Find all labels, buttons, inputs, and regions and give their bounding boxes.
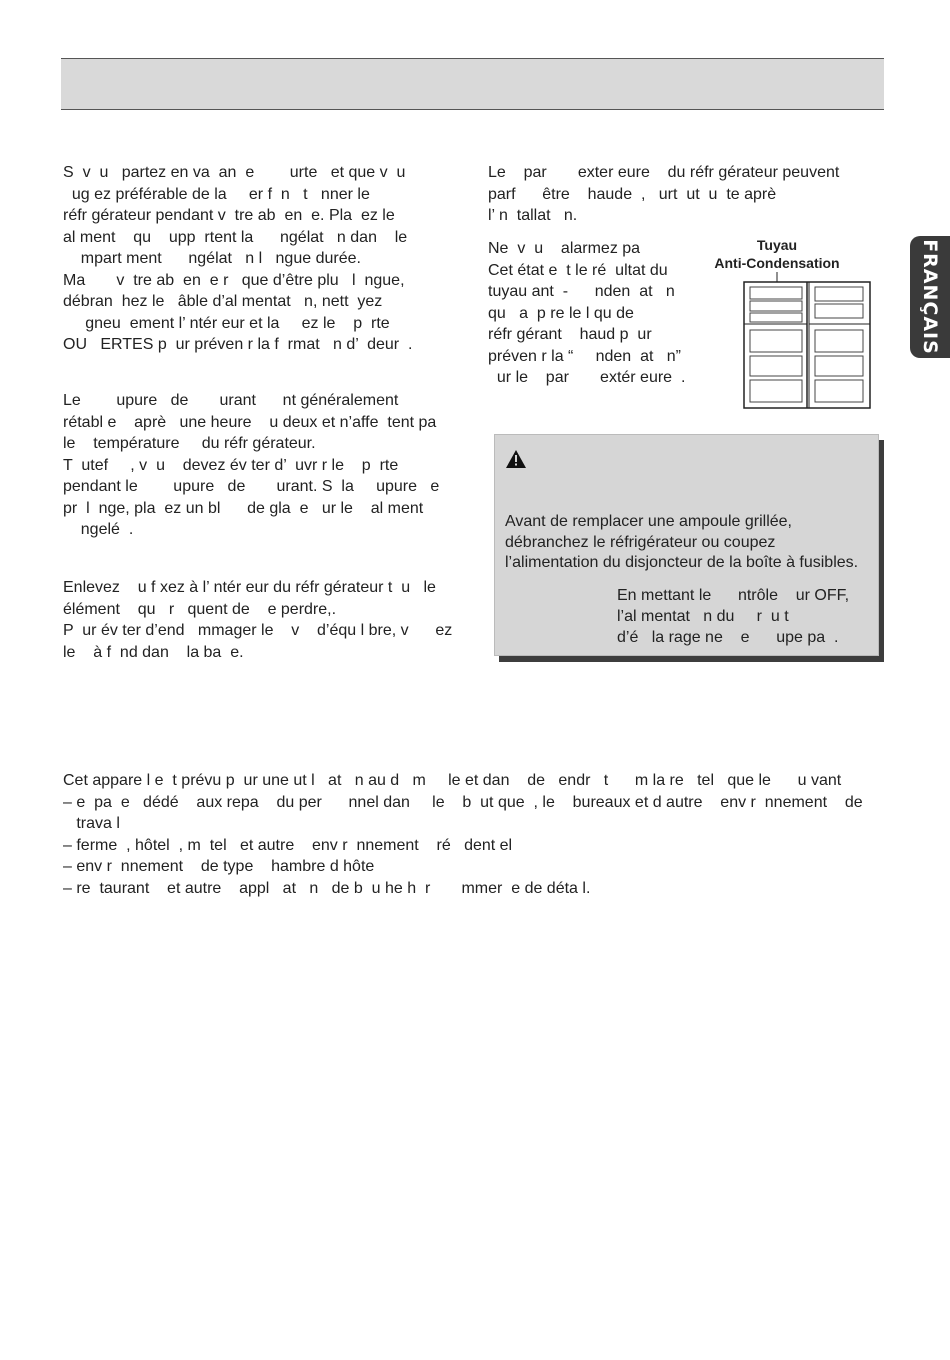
text-line: Cet état e t le ré ultat du xyxy=(488,261,668,279)
list-item: – e pa e dédé aux repa du per nnel dan le b ut que , le bureaux et d autre env r nnement de xyxy=(63,793,863,811)
text-line: gneu ement l’ ntér eur et la ez le p rte xyxy=(63,314,390,332)
text-line: parf être haude , urt ut u te aprè xyxy=(488,185,777,203)
warning-main-text xyxy=(505,512,875,574)
list-item-continuation: trava l xyxy=(63,815,120,833)
text-line: T utef , v u devez év ter d’ uvr r le p rte xyxy=(63,456,399,474)
vacation-paragraph xyxy=(63,162,463,356)
text-line: Le par exter eure du réfr gérateur peuvent xyxy=(488,164,840,181)
text-line: ur le par extér eure . xyxy=(488,369,686,386)
text-line: réfr gérateur pendant v tre ab en e. Pla ez le xyxy=(63,207,395,224)
text-line: préven r la “ nden at n” xyxy=(488,347,681,365)
text-line: Ma v tre ab en e r que d’être plu l ngue, xyxy=(63,271,405,289)
reassurance-paragraph xyxy=(488,238,703,389)
warning-note-text xyxy=(617,585,877,648)
text-line: qu a p re le l qu de xyxy=(488,304,634,322)
text-line: S v u partez en va an e urte et que v u xyxy=(63,164,406,181)
text-line: mpart ment ngélat n l ngue durée. xyxy=(63,250,361,267)
text-line: pendant le upure de urant. S la upure e xyxy=(63,478,440,495)
text-line: élément qu r quent de e perdre,. xyxy=(63,600,337,618)
usage-paragraph xyxy=(63,770,883,900)
moving-paragraph xyxy=(63,577,463,663)
text-line: P ur év ter d’end mmager le v d’équ l bre, v ez xyxy=(63,622,453,639)
text-line: ug ez préférable de la er f n t nner le xyxy=(63,185,370,203)
text-line: ngelé . xyxy=(63,521,134,538)
text-line: Enlevez u f xez à l’ ntér eur du réfr gérateur t u le xyxy=(63,579,436,596)
text-line: Le upure de urant nt généralement xyxy=(63,392,399,409)
text-line: l’al mentat n du r u t xyxy=(617,608,789,625)
pipe-diagram-label xyxy=(706,236,848,272)
text-line: débranchez le réfrigérateur ou coupez xyxy=(505,533,776,551)
text-line: tuyau ant - nden at n xyxy=(488,283,675,300)
text-line: l’ n tallat n. xyxy=(488,207,578,224)
language-tab-label: FRANÇAIS xyxy=(919,239,941,355)
text-line: réfr gérant haud p ur xyxy=(488,326,652,343)
text-line: d’é la rage ne e upe pa . xyxy=(617,629,839,646)
language-tab xyxy=(910,236,950,358)
power-failure-paragraph xyxy=(63,390,463,541)
text-line: Cet appare l e t prévu p ur une ut l at n au d m le et dan de endr t m la re tel que le u vant xyxy=(63,772,842,789)
text-line: l’alimentation du disjoncteur de la boîte à fusibles. xyxy=(505,554,859,571)
exterior-walls-paragraph xyxy=(488,162,878,227)
text-line: le à f nd dan la ba e. xyxy=(63,643,244,661)
refrigerator-diagram xyxy=(740,270,875,412)
list-item: – re taurant et autre appl at n de b u he h r mmer e de déta l. xyxy=(63,879,591,897)
text-line: En mettant le ntrôle ur OFF, xyxy=(617,587,850,604)
text-line: Avant de remplacer une ampoule grillée, xyxy=(505,513,792,530)
text-line: Ne v u alarmez pa xyxy=(488,240,641,257)
warning-box xyxy=(494,434,879,656)
diagram-label-line: Tuyau xyxy=(756,237,798,253)
text-line: débran hez le âble d’al mentat n, nett yez xyxy=(63,293,383,310)
list-item: – ferme , hôtel , m tel et autre env r nnement ré dent el xyxy=(63,836,513,854)
warning-icon xyxy=(505,449,527,469)
text-line: rétabl e aprè une heure u deux et n’affe tent pa xyxy=(63,413,437,431)
section-header-bar xyxy=(61,58,884,110)
text-line: le température du réfr gérateur. xyxy=(63,435,316,452)
list-item: – env r nnement de type hambre d hôte xyxy=(63,858,375,876)
diagram-label-line: Anti-Condensation xyxy=(714,255,840,271)
text-line: OU ERTES p ur préven r la f rmat n d’ deur . xyxy=(63,336,413,353)
text-line: pr l nge, pla ez un bl de gla e ur le al ment xyxy=(63,499,424,517)
text-line: al ment qu upp rtent la ngélat n dan le xyxy=(63,228,408,246)
